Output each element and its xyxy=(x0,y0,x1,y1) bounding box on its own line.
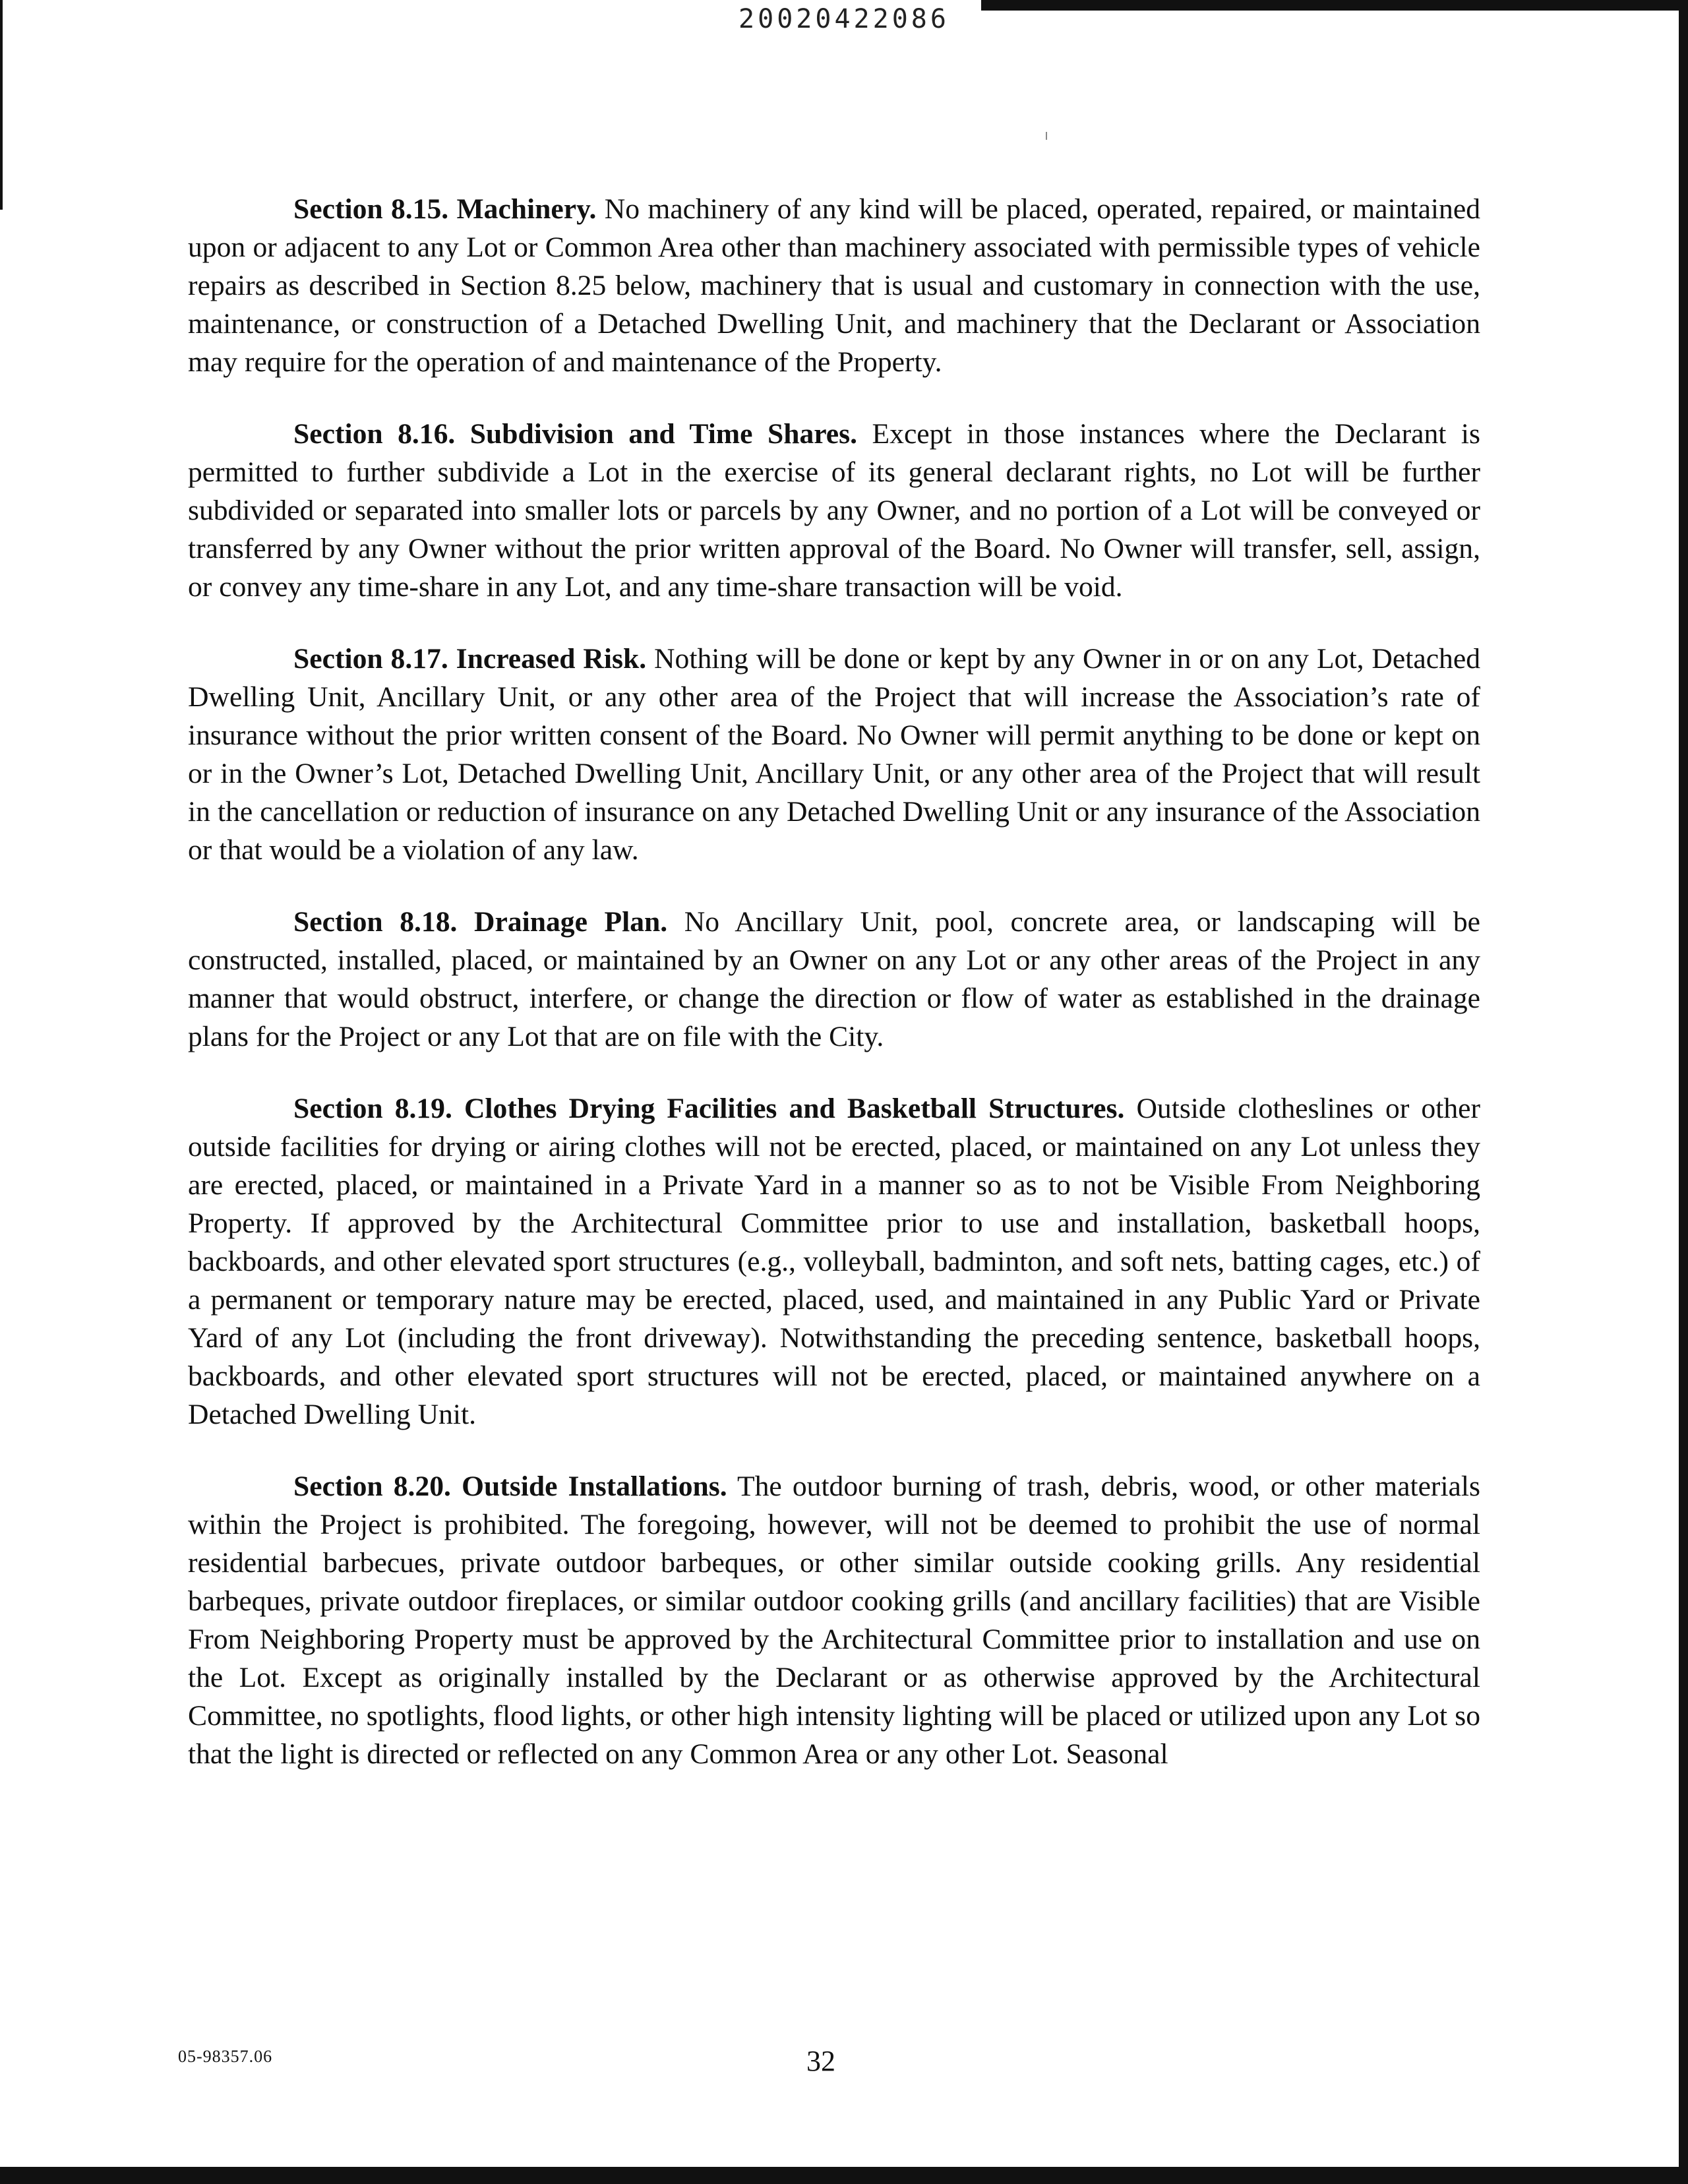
section-heading: Section 8.20. Outside Installations. xyxy=(293,1471,727,1502)
section-8-20 xyxy=(188,1467,1480,1773)
section-heading: Section 8.17. Increased Risk. xyxy=(293,643,647,675)
section-heading: Section 8.16. Subdivision and Time Shares. xyxy=(293,418,858,450)
section-8-15 xyxy=(188,190,1480,381)
page-number: 32 xyxy=(806,2045,835,2077)
section-heading: Section 8.19. Clothes Drying Facilities and Basketball Structures. xyxy=(293,1093,1125,1124)
section-8-16 xyxy=(188,415,1480,606)
scan-speck xyxy=(1046,132,1047,140)
section-heading: Section 8.15. Machinery. xyxy=(293,193,597,225)
scan-edge-right xyxy=(1679,0,1688,2184)
footer-document-code: 05-98357.06 xyxy=(178,2047,273,2066)
section-8-17 xyxy=(188,640,1480,869)
section-text: Nothing will be done or kept by any Owner in or on any Lot, Detached Dwelling Unit, Ancillary Unit, or any other area of the Project that will increase the Association’s rate of insurance without the prior written consent of the Board. No Owner will permit anything to be done or kept on or in the Owner’s Lot, Detached Dwelling Unit, Ancillary Unit, or any other area of the Project that will result in the cancellation or reduction of insurance on any Detached Dwelling Unit or any insurance of the Association or that would be a violation of any law. xyxy=(188,643,1480,866)
section-text: No machinery of any kind will be placed, operated, repaired, or maintained upon or adjacent to any Lot or Common Area other than machinery associated with permissible types of vehicle repairs as described in Section 8.25 below, machinery that is usual and customary in connection with the use, maintenance, or construction of a Detached Dwelling Unit, and machinery that the Declarant or Association may require for the operation of and maintenance of the Property. xyxy=(188,193,1480,378)
section-text: Except in those instances where the Declarant is permitted to further subdivide a Lot in the exercise of its general declarant rights, no Lot will be further subdivided or separated into smaller lots or parcels by any Owner, and no portion of a Lot will be conveyed or transferred by any Owner without the prior written approval of the Board. No Owner will transfer, sell, assign, or convey any time-share in any Lot, and any time-share transaction will be void. xyxy=(188,418,1480,603)
section-heading: Section 8.18. Drainage Plan. xyxy=(293,906,668,938)
document-stamp-number: 20020422086 xyxy=(738,4,950,34)
section-text: Outside clotheslines or other outside facilities for drying or airing clothes will not be erected, placed, or maintained on any Lot unless they are erected, placed, or maintained in a Private Yard in a manner so as to not be Visible From Neighboring Property. If approved by the Architectural Committee prior to use and installation, basketball hoops, backboards, and other elevated sport structures (e.g., volleyball, badminton, and soft nets, batting cages, etc.) of a permanent or temporary nature may be erected, placed, used, and maintained in any Public Yard or Private Yard of any Lot (including the front driveway). Notwithstanding the preceding sentence, basketball hoops, backboards, and other elevated sport structures will not be erected, placed, or maintained anywhere on a Detached Dwelling Unit. xyxy=(188,1093,1480,1430)
section-8-19 xyxy=(188,1089,1480,1434)
section-text: No Ancillary Unit, pool, concrete area, or landscaping will be constructed, installed, placed, or maintained by an Owner on any Lot or any other areas of the Project in any manner that would obstruct, interfere, or change the direction or flow of water as established in the drainage plans for the Project or any Lot that are on file with the City. xyxy=(188,906,1480,1052)
section-text: The outdoor burning of trash, debris, wood, or other materials within the Project is prohibited. The foregoing, however, will not be deemed to prohibit the use of normal residential barbecues, private outdoor barbeques, or other similar outside cooking grills. Any residential barbeques, private outdoor fireplaces, or similar outdoor cooking grills (and ancillary facilities) that are Visible From Neighboring Property must be approved by the Architectural Committee prior to installation and use on the Lot. Except as originally installed by the Declarant or as otherwise approved by the Architectural Committee, no spotlights, flood lights, or other high intensity lighting will be placed or utilized upon any Lot so that the light is directed or reflected on any Common Area or any other Lot. Seasonal xyxy=(188,1471,1480,1770)
section-8-18 xyxy=(188,903,1480,1056)
document-body xyxy=(188,190,1480,1807)
scan-edge-bottom xyxy=(0,2167,1688,2184)
